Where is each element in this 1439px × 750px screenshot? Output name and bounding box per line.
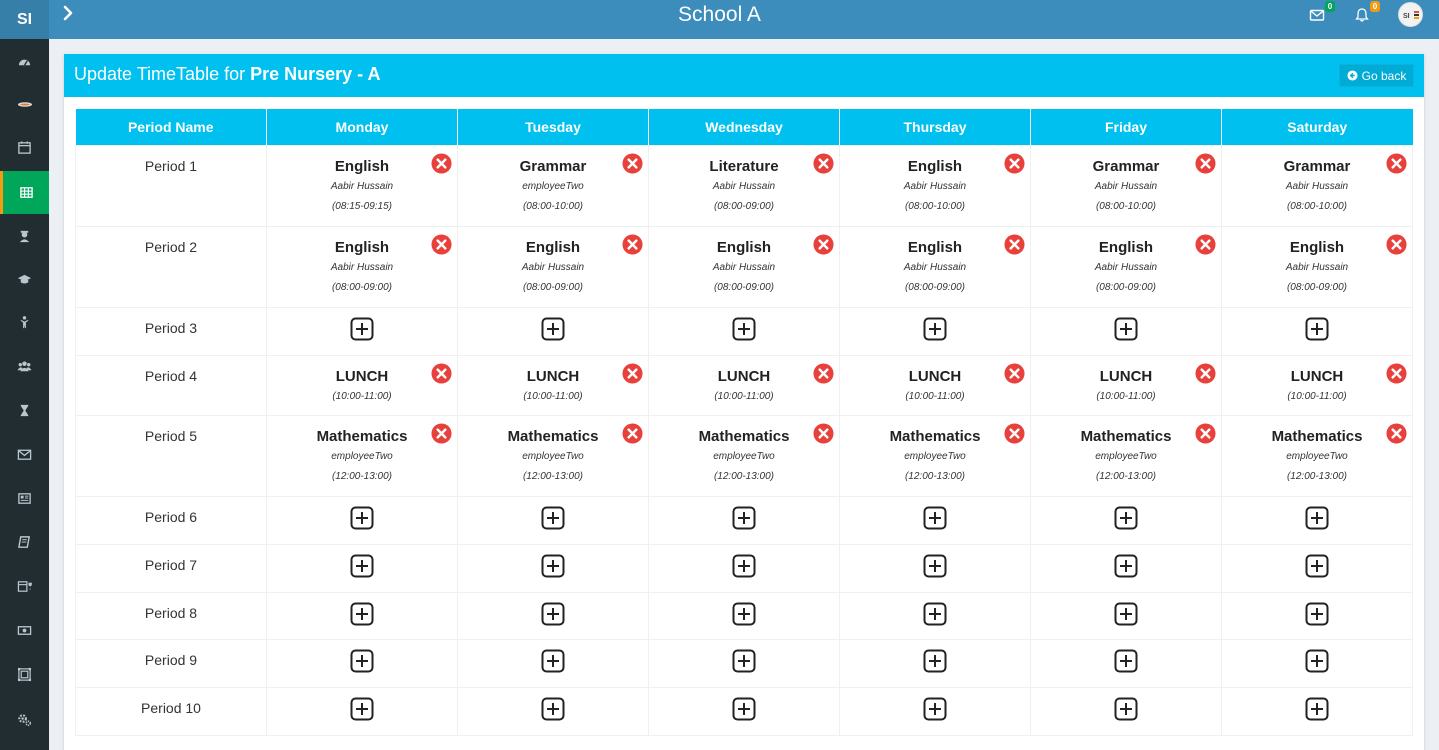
timetable-cell-friday [1031, 355, 1222, 415]
timetable-cell-friday[interactable] [1031, 592, 1222, 639]
timetable-cell-thursday[interactable] [840, 544, 1031, 592]
timetable-cell-monday [267, 226, 458, 307]
subject-name: English [1289, 238, 1345, 256]
child-icon [17, 315, 32, 330]
period-time: (08:00-09:00) [1095, 281, 1157, 293]
add-period-icon[interactable] [350, 317, 374, 341]
sidebar-item-calendar[interactable] [0, 126, 49, 169]
timetable-cell-monday[interactable] [267, 307, 458, 355]
add-period-icon[interactable] [350, 554, 374, 578]
timetable-cell-saturday[interactable] [1222, 496, 1413, 544]
timetable-cell-wednesday [649, 415, 840, 496]
timetable-cell-friday [1031, 145, 1222, 226]
users-icon [17, 359, 32, 374]
timetable-cell-wednesday[interactable] [649, 544, 840, 592]
add-period-icon[interactable] [732, 649, 756, 673]
add-period-icon[interactable] [350, 602, 374, 626]
timetable-cell-wednesday[interactable] [649, 592, 840, 639]
teacher-name: Aabir Hussain [712, 261, 776, 273]
subject-name: English [1098, 238, 1154, 256]
timetable-cell-wednesday[interactable] [649, 687, 840, 735]
period-time: (08:00-10:00) [1286, 200, 1348, 212]
timetable-cell-thursday[interactable] [840, 687, 1031, 735]
timetable-cell-friday[interactable] [1031, 687, 1222, 735]
period-time: (10:00-11:00) [905, 390, 965, 402]
hourglass-icon [17, 403, 32, 418]
add-period-icon[interactable] [1305, 602, 1329, 626]
period-time: (10:00-11:00) [1096, 390, 1156, 402]
panel-title-prefix: Update TimeTable for [74, 64, 246, 84]
period-time: (08:00-09:00) [904, 281, 966, 293]
add-period-icon[interactable] [732, 554, 756, 578]
period-time: (12:00-13:00) [1286, 470, 1348, 482]
object-group-icon [17, 667, 32, 682]
timetable-cell-monday [267, 355, 458, 415]
timetable-cell-wednesday[interactable] [649, 496, 840, 544]
add-period-icon[interactable] [1114, 554, 1138, 578]
timetable-cell-monday [267, 415, 458, 496]
delete-period-icon[interactable] [431, 363, 452, 384]
subject-name: Mathematics [698, 427, 790, 445]
period-name: Period 7 [76, 544, 267, 592]
calendar-trophy-icon [11, 579, 39, 594]
period-name: Period 10 [76, 687, 267, 735]
header-wednesday: Wednesday [649, 109, 840, 145]
avatar-image-icon [1399, 3, 1423, 27]
dashboard-icon [17, 54, 32, 69]
period-time: (08:00-09:00) [522, 281, 584, 293]
add-period-icon[interactable] [350, 697, 374, 721]
panel-title [74, 64, 381, 85]
timetable-cell-thursday[interactable] [840, 307, 1031, 355]
period-name: Period 6 [76, 496, 267, 544]
period-name: Period 4 [76, 355, 267, 415]
messages-button[interactable] [1309, 2, 1333, 25]
timetable-row [76, 226, 1413, 307]
teacher-name: Aabir Hussain [330, 261, 394, 273]
add-period-icon[interactable] [732, 602, 756, 626]
delete-period-icon[interactable] [1195, 234, 1216, 255]
delete-period-icon[interactable] [813, 234, 834, 255]
add-period-icon[interactable] [923, 317, 947, 341]
timetable-cell-thursday[interactable] [840, 592, 1031, 639]
add-period-icon[interactable] [541, 317, 565, 341]
add-period-icon[interactable] [1114, 317, 1138, 341]
timetable-row [76, 307, 1413, 355]
timetable-row [76, 415, 1413, 496]
period-time: (12:00-13:00) [1095, 470, 1157, 482]
timetable-cell-monday[interactable] [267, 496, 458, 544]
add-period-icon[interactable] [1114, 649, 1138, 673]
timetable-cell-tuesday[interactable] [458, 307, 649, 355]
timetable-cell-thursday[interactable] [840, 496, 1031, 544]
go-back-button[interactable] [1339, 64, 1414, 87]
period-name: Period 2 [76, 226, 267, 307]
sidebar-item-settings[interactable] [0, 698, 49, 741]
add-period-icon[interactable] [541, 697, 565, 721]
add-period-icon[interactable] [1305, 554, 1329, 578]
settings-icon [17, 712, 32, 727]
delete-period-icon[interactable] [431, 153, 452, 174]
delete-period-icon[interactable] [813, 423, 834, 444]
messages-count-badge: 0 [1325, 1, 1335, 12]
envelope-icon [1309, 7, 1325, 23]
money-icon [17, 623, 32, 638]
teacher-name: Aabir Hussain [712, 180, 776, 192]
timetable-cell-tuesday[interactable] [458, 496, 649, 544]
timetable-row [76, 496, 1413, 544]
subject-name: English [334, 238, 390, 256]
timetable-cell-saturday[interactable] [1222, 687, 1413, 735]
sidebar-item-academics[interactable] [0, 258, 49, 301]
add-period-icon[interactable] [350, 649, 374, 673]
add-period-icon[interactable] [1305, 649, 1329, 673]
subject-name: Grammar [1092, 157, 1160, 175]
period-time: (08:00-10:00) [904, 200, 966, 212]
teacher-name: Aabir Hussain [903, 261, 967, 273]
notifications-count-badge: 0 [1370, 1, 1380, 12]
subject-name: Grammar [1283, 157, 1351, 175]
timetable-cell-wednesday [649, 145, 840, 226]
subject-name: Mathematics [316, 427, 408, 445]
sidebar-item-messages[interactable] [0, 433, 49, 476]
period-time: (08:00-09:00) [331, 281, 393, 293]
teacher-name: employeeTwo [522, 450, 584, 462]
subject-name: Mathematics [1271, 427, 1363, 445]
panel-title-class: Pre Nursery - A [250, 64, 381, 84]
timetable-cell-friday [1031, 226, 1222, 307]
bell-icon [1354, 7, 1370, 23]
timetable-cell-tuesday [458, 226, 649, 307]
add-period-icon[interactable] [541, 649, 565, 673]
timetable-row [76, 355, 1413, 415]
teacher-name: employeeTwo [1095, 450, 1157, 462]
add-period-icon[interactable] [1305, 317, 1329, 341]
timetable-header-row [76, 109, 1413, 145]
delete-period-icon[interactable] [622, 153, 643, 174]
sidebar [0, 39, 49, 750]
add-period-icon[interactable] [923, 649, 947, 673]
subject-name: LUNCH [717, 367, 771, 385]
timetable-cell-thursday [840, 145, 1031, 226]
subject-name: English [716, 238, 772, 256]
table-icon [19, 185, 34, 200]
envelope-icon [17, 447, 32, 462]
timetable-cell-monday[interactable] [267, 592, 458, 639]
period-time: (08:15-09:15) [331, 200, 393, 212]
brand-logo[interactable]: SI [0, 0, 49, 39]
period-time: (12:00-13:00) [331, 470, 393, 482]
timetable-cell-saturday [1222, 145, 1413, 226]
panel-header [64, 54, 1424, 97]
header-period-name: Period Name [76, 109, 267, 145]
add-period-icon[interactable] [732, 506, 756, 530]
sidebar-item-timetable[interactable] [0, 171, 49, 214]
timetable-cell-tuesday [458, 355, 649, 415]
delete-period-icon[interactable] [1386, 423, 1407, 444]
period-name: Period 5 [76, 415, 267, 496]
timetable-cell-monday[interactable] [267, 639, 458, 687]
app-title: School A [678, 3, 761, 26]
period-time: (12:00-13:00) [904, 470, 966, 482]
delete-period-icon[interactable] [1195, 153, 1216, 174]
timetable-cell-tuesday[interactable] [458, 687, 649, 735]
timetable-cell-thursday [840, 355, 1031, 415]
timetable-cell-saturday [1222, 226, 1413, 307]
period-time: (10:00-11:00) [714, 390, 774, 402]
teacher-name: employeeTwo [331, 450, 393, 462]
add-period-icon[interactable] [350, 506, 374, 530]
timetable-cell-saturday [1222, 415, 1413, 496]
timetable-cell-tuesday[interactable] [458, 639, 649, 687]
teacher-name: Aabir Hussain [903, 180, 967, 192]
timetable-cell-friday[interactable] [1031, 639, 1222, 687]
timetable-row [76, 592, 1413, 639]
top-navbar [0, 0, 1439, 39]
delete-period-icon[interactable] [1195, 363, 1216, 384]
teacher-name: Aabir Hussain [1094, 180, 1158, 192]
add-period-icon[interactable] [732, 317, 756, 341]
user-secret-icon [17, 229, 32, 244]
period-time: (08:00-10:00) [522, 200, 584, 212]
period-time: (08:00-09:00) [1286, 281, 1348, 293]
delete-period-icon[interactable] [1004, 153, 1025, 174]
sidebar-item-school[interactable] [0, 83, 49, 126]
timetable-cell-tuesday[interactable] [458, 592, 649, 639]
timetable-cell-wednesday[interactable] [649, 639, 840, 687]
calendar-icon [17, 140, 32, 155]
subject-name: LUNCH [1099, 367, 1153, 385]
period-time: (08:00-09:00) [713, 200, 775, 212]
header-tuesday: Tuesday [458, 109, 649, 145]
teacher-name: employeeTwo [1286, 450, 1348, 462]
period-time: (08:00-09:00) [713, 281, 775, 293]
timetable-cell-tuesday [458, 145, 649, 226]
timetable-cell-saturday [1222, 355, 1413, 415]
subject-name: English [907, 238, 963, 256]
header-saturday: Saturday [1222, 109, 1413, 145]
add-period-icon[interactable] [541, 506, 565, 530]
subject-name: LUNCH [335, 367, 389, 385]
timetable-cell-friday [1031, 415, 1222, 496]
delete-period-icon[interactable] [1386, 363, 1407, 384]
delete-period-icon[interactable] [1004, 423, 1025, 444]
period-time: (08:00-10:00) [1095, 200, 1157, 212]
timetable-row [76, 639, 1413, 687]
timetable-cell-friday[interactable] [1031, 307, 1222, 355]
graduation-cap-icon [17, 272, 32, 287]
period-time: (12:00-13:00) [713, 470, 775, 482]
timetable-cell-saturday[interactable] [1222, 592, 1413, 639]
period-time: (10:00-11:00) [332, 390, 392, 402]
period-name: Period 3 [76, 307, 267, 355]
sidebar-item-parents[interactable] [0, 345, 49, 388]
add-period-icon[interactable] [923, 602, 947, 626]
timetable-row [76, 687, 1413, 735]
teacher-name: Aabir Hussain [330, 180, 394, 192]
sidebar-item-gallery[interactable] [0, 653, 49, 696]
add-period-icon[interactable] [541, 554, 565, 578]
sidebar-item-exams[interactable] [0, 389, 49, 432]
notifications-button[interactable] [1354, 2, 1378, 25]
teacher-name: Aabir Hussain [1094, 261, 1158, 273]
sidebar-item-students[interactable] [0, 301, 49, 344]
subject-name: LUNCH [526, 367, 580, 385]
timetable-cell-wednesday [649, 226, 840, 307]
subject-name: LUNCH [1290, 367, 1344, 385]
timetable-cell-wednesday [649, 355, 840, 415]
delete-period-icon[interactable] [622, 363, 643, 384]
sidebar-item-dashboard[interactable] [0, 40, 49, 83]
period-name: Period 8 [76, 592, 267, 639]
add-period-icon[interactable] [923, 506, 947, 530]
subject-name: Literature [709, 157, 779, 175]
timetable-cell-saturday[interactable] [1222, 307, 1413, 355]
newspaper-icon [17, 491, 32, 506]
sidebar-item-payments[interactable] [0, 609, 49, 652]
period-name: Period 1 [76, 145, 267, 226]
arrow-circle-left-icon [1347, 70, 1358, 81]
timetable-cell-monday[interactable] [267, 544, 458, 592]
sidebar-item-staff[interactable] [0, 215, 49, 258]
user-avatar[interactable] [1398, 2, 1423, 27]
add-period-icon[interactable] [923, 697, 947, 721]
subject-name: LUNCH [908, 367, 962, 385]
timetable-panel [64, 54, 1424, 750]
sidebar-item-library[interactable] [0, 521, 49, 564]
go-back-label: Go back [1361, 68, 1407, 83]
timetable-cell-wednesday[interactable] [649, 307, 840, 355]
delete-period-icon[interactable] [1386, 234, 1407, 255]
teacher-name: employeeTwo [713, 450, 775, 462]
delete-period-icon[interactable] [1386, 153, 1407, 174]
period-time: (10:00-11:00) [523, 390, 583, 402]
timetable-cell-thursday[interactable] [840, 639, 1031, 687]
header-thursday: Thursday [840, 109, 1031, 145]
add-period-icon[interactable] [1305, 697, 1329, 721]
delete-period-icon[interactable] [813, 153, 834, 174]
sidebar-toggle-icon[interactable] [60, 4, 78, 22]
add-period-icon[interactable] [1114, 602, 1138, 626]
teacher-name: employeeTwo [904, 450, 966, 462]
timetable-cell-thursday [840, 415, 1031, 496]
teacher-name: Aabir Hussain [1285, 261, 1349, 273]
teacher-name: Aabir Hussain [1285, 180, 1349, 192]
add-period-icon[interactable] [1114, 506, 1138, 530]
sidebar-item-news[interactable] [0, 477, 49, 520]
subject-name: English [525, 238, 581, 256]
delete-period-icon[interactable] [1195, 423, 1216, 444]
timetable-cell-thursday [840, 226, 1031, 307]
header-friday: Friday [1031, 109, 1222, 145]
subject-name: Grammar [519, 157, 587, 175]
delete-period-icon[interactable] [1004, 363, 1025, 384]
delete-period-icon[interactable] [622, 423, 643, 444]
timetable-cell-tuesday[interactable] [458, 544, 649, 592]
timetable [75, 109, 1413, 736]
add-period-icon[interactable] [1114, 697, 1138, 721]
book-icon [17, 535, 32, 550]
subject-name: English [907, 157, 963, 175]
timetable-cell-saturday[interactable] [1222, 544, 1413, 592]
add-period-icon[interactable] [732, 697, 756, 721]
timetable-cell-friday[interactable] [1031, 496, 1222, 544]
delete-period-icon[interactable] [431, 423, 452, 444]
school-logo-icon [14, 97, 36, 112]
timetable-cell-tuesday [458, 415, 649, 496]
teacher-name: employeeTwo [522, 180, 584, 192]
timetable-cell-monday [267, 145, 458, 226]
add-period-icon[interactable] [541, 602, 565, 626]
sidebar-item-events[interactable] [0, 565, 49, 608]
subject-name: Mathematics [889, 427, 981, 445]
timetable-cell-friday[interactable] [1031, 544, 1222, 592]
add-period-icon[interactable] [1305, 506, 1329, 530]
period-name: Period 9 [76, 639, 267, 687]
header-monday: Monday [267, 109, 458, 145]
timetable-cell-monday[interactable] [267, 687, 458, 735]
timetable-cell-saturday[interactable] [1222, 639, 1413, 687]
teacher-name: Aabir Hussain [521, 261, 585, 273]
delete-period-icon[interactable] [1004, 234, 1025, 255]
timetable-row [76, 145, 1413, 226]
period-time: (10:00-11:00) [1287, 390, 1347, 402]
timetable-row [76, 544, 1413, 592]
subject-name: English [334, 157, 390, 175]
subject-name: Mathematics [507, 427, 599, 445]
svg-text:SI: SI [1403, 13, 1410, 20]
period-time: (12:00-13:00) [522, 470, 584, 482]
delete-period-icon[interactable] [813, 363, 834, 384]
delete-period-icon[interactable] [622, 234, 643, 255]
subject-name: Mathematics [1080, 427, 1172, 445]
add-period-icon[interactable] [923, 554, 947, 578]
delete-period-icon[interactable] [431, 234, 452, 255]
